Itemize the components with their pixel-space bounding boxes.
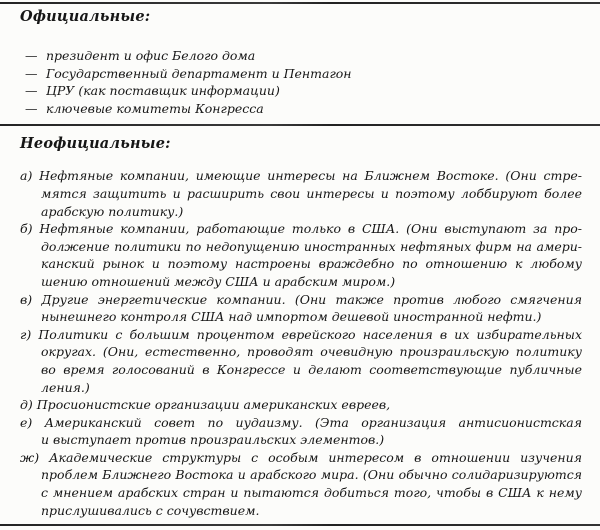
paragraph-line: с мнением арабских стран и пытаются добиться того, чтобы в США к нему — [41, 485, 582, 501]
paragraph-line: е) Американский совет по иудаизму. (Эта организация антисионистская — [20, 414, 582, 430]
lettered-item — [20, 291, 582, 326]
lettered-item — [20, 326, 582, 396]
section-official — [20, 0, 582, 117]
lettered-item — [20, 396, 582, 414]
paragraph-line: округах. (Они, естественно, проводят очевидную произраильскую политику — [41, 344, 582, 360]
paragraph-line: проблем Ближнего Востока и арабского мира. (Они обычно солидаризируются — [41, 467, 582, 483]
list-item — [20, 47, 582, 65]
dash-bullet: — — [25, 83, 38, 99]
item-label: е) — [20, 414, 33, 430]
horizontal-rule-middle — [0, 124, 600, 126]
list-item-text: ЦРУ (как поставщик информации) — [46, 83, 280, 99]
unofficial-list — [20, 167, 582, 519]
paragraph-line: во время голосований в Конгрессе и делают соответствующие публичные — [41, 361, 582, 377]
paragraph-line: и выступает против произраильских элементов.) — [41, 432, 385, 448]
dash-bullet: — — [25, 100, 38, 116]
horizontal-rule-bottom — [0, 524, 600, 526]
item-label: а) — [20, 168, 33, 184]
paragraph-line: ж) Академические структуры с особым интересом в отношении изучения — [20, 449, 582, 465]
unofficial-heading: Неофициальные: — [20, 135, 171, 153]
item-label: г) — [20, 326, 32, 342]
list-item — [20, 65, 582, 83]
paragraph-line: должение политики по недопущению иностранных нефтяных фирм на амери- — [41, 238, 582, 254]
lettered-item — [20, 220, 582, 290]
list-item-text: президент и офис Белого дома — [46, 48, 256, 63]
list-item — [20, 82, 582, 100]
paragraph-line: шению отношений между США и арабским миром.) — [41, 273, 396, 289]
item-label: б) — [20, 221, 33, 237]
list-item-text: ключевые комитеты Конгресса — [46, 100, 264, 116]
list-item — [20, 100, 582, 118]
official-heading: Официальные: — [20, 8, 151, 25]
item-label: в) — [20, 291, 33, 307]
paragraph-line: г) Политики с большим процентом еврейского населения в их избирательных — [20, 326, 582, 342]
dash-bullet: — — [25, 65, 38, 81]
paragraph-line: прислушивались с сочувствием. — [41, 502, 260, 518]
horizontal-rule-top — [0, 2, 600, 4]
paragraph-line: мятся защитить и расширить свои интересы и поэтому лоббируют более — [41, 185, 582, 201]
dash-bullet: — — [25, 48, 38, 63]
item-label: ж) — [20, 449, 40, 465]
lettered-item — [20, 449, 582, 519]
paragraph-line: ления.) — [41, 379, 90, 395]
paragraph-line: б) Нефтяные компании, работающие только в США. (Они выступают за про- — [20, 221, 582, 237]
item-label: д) — [20, 397, 33, 413]
paragraph-line: нынешнего контроля США над импортом дешевой иностранной нефти.) — [41, 309, 542, 325]
official-list — [20, 47, 582, 117]
paragraph-line: а) Нефтяные компании, имеющие интересы на Ближнем Востоке. (Они стре- — [20, 168, 582, 184]
paragraph-line: д) Просионистские организации американских евреев, — [20, 397, 391, 413]
paragraph-line: канский рынок и поэтому настроены враждебно по отношению к любому — [41, 256, 582, 272]
list-item-text: Государственный департамент и Пентагон — [46, 65, 352, 81]
lettered-item — [20, 167, 582, 220]
paragraph-line: арабскую политику.) — [41, 203, 184, 219]
paragraph-line: в) Другие энергетические компании. (Они также против любого смягчения — [20, 291, 582, 307]
section-unofficial — [20, 117, 582, 519]
lettered-item — [20, 414, 582, 449]
